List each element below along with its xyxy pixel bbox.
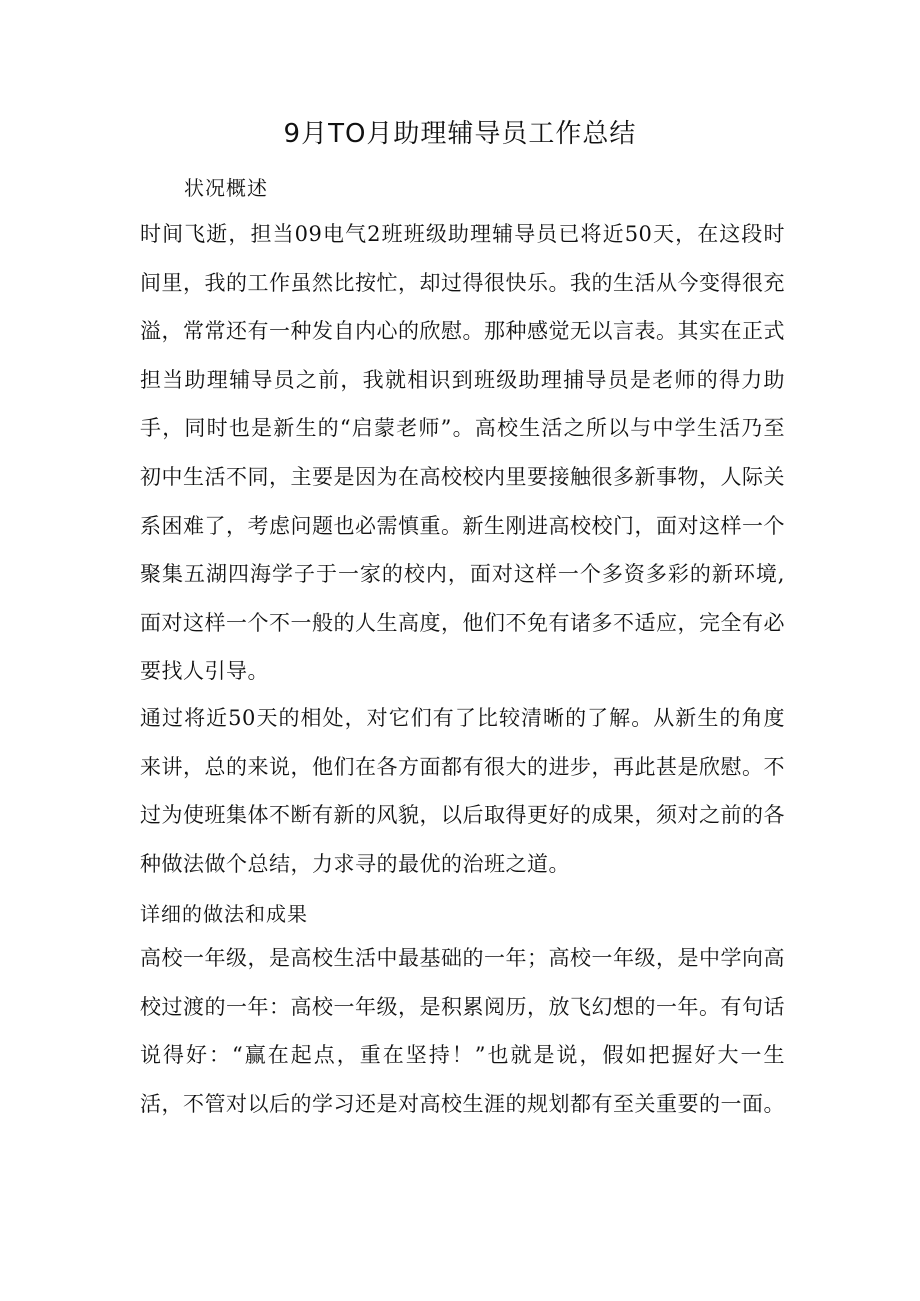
paragraph-progress: 通过将近50天的相处，对它们有了比较清晰的了解。从新生的角度来讲，总的来说，他们在各方面都有很大的进步，再此甚是欣慰。不过为使班集体不断有新的风貌，以后取得更好的成果，须对之前的各种做法做个总结，力求寻的最优的治班之道。: [140, 706, 785, 876]
paragraph-first-year: 高校一年级，是高校生活中最基础的一年；高校一年级，是中学向高校过渡的一年：高校一年级，是积累阅历，放飞幻想的一年。有句话说得好：“赢在起点，重在坚持！”也就是说，假如把握好大一生活，不管对以后的学习还是对高校生涯的规划都有至关重要的一面。: [140, 946, 785, 1116]
paragraph-overview: 时间飞逝，担当09电气2班班级助理辅导员已将近50天，在这段时间里，我的工作虽然比按忙，却过得很快乐。我的生活从今变得很充溢，常常还有一种发自内心的欣慰。那种感觉无以言表。其实在正式担当助理辅导员之前，我就相识到班级助理捕导员是老师的得力助手，同时也是新生的“启蒙老师”。高校生活之所以与中学生活乃至初中生活不同，主要是因为在高校校内里要接触很多新事物，人际关系困难了，考虑问题也必需慎重。新生刚进高校校门，面对这样一个聚集五湖四海学子于一家的校内，面对这样一个多资多彩的新环境,面对这样一个不一般的人生高度，他们不免有诸多不适应，完全有必要找人引导。: [140, 222, 785, 684]
document-title: 9月TO月助理辅导员工作总结: [283, 119, 637, 149]
section-heading-overview: 状况概述: [184, 176, 268, 200]
section-heading-details: 详细的做法和成果: [140, 902, 308, 926]
